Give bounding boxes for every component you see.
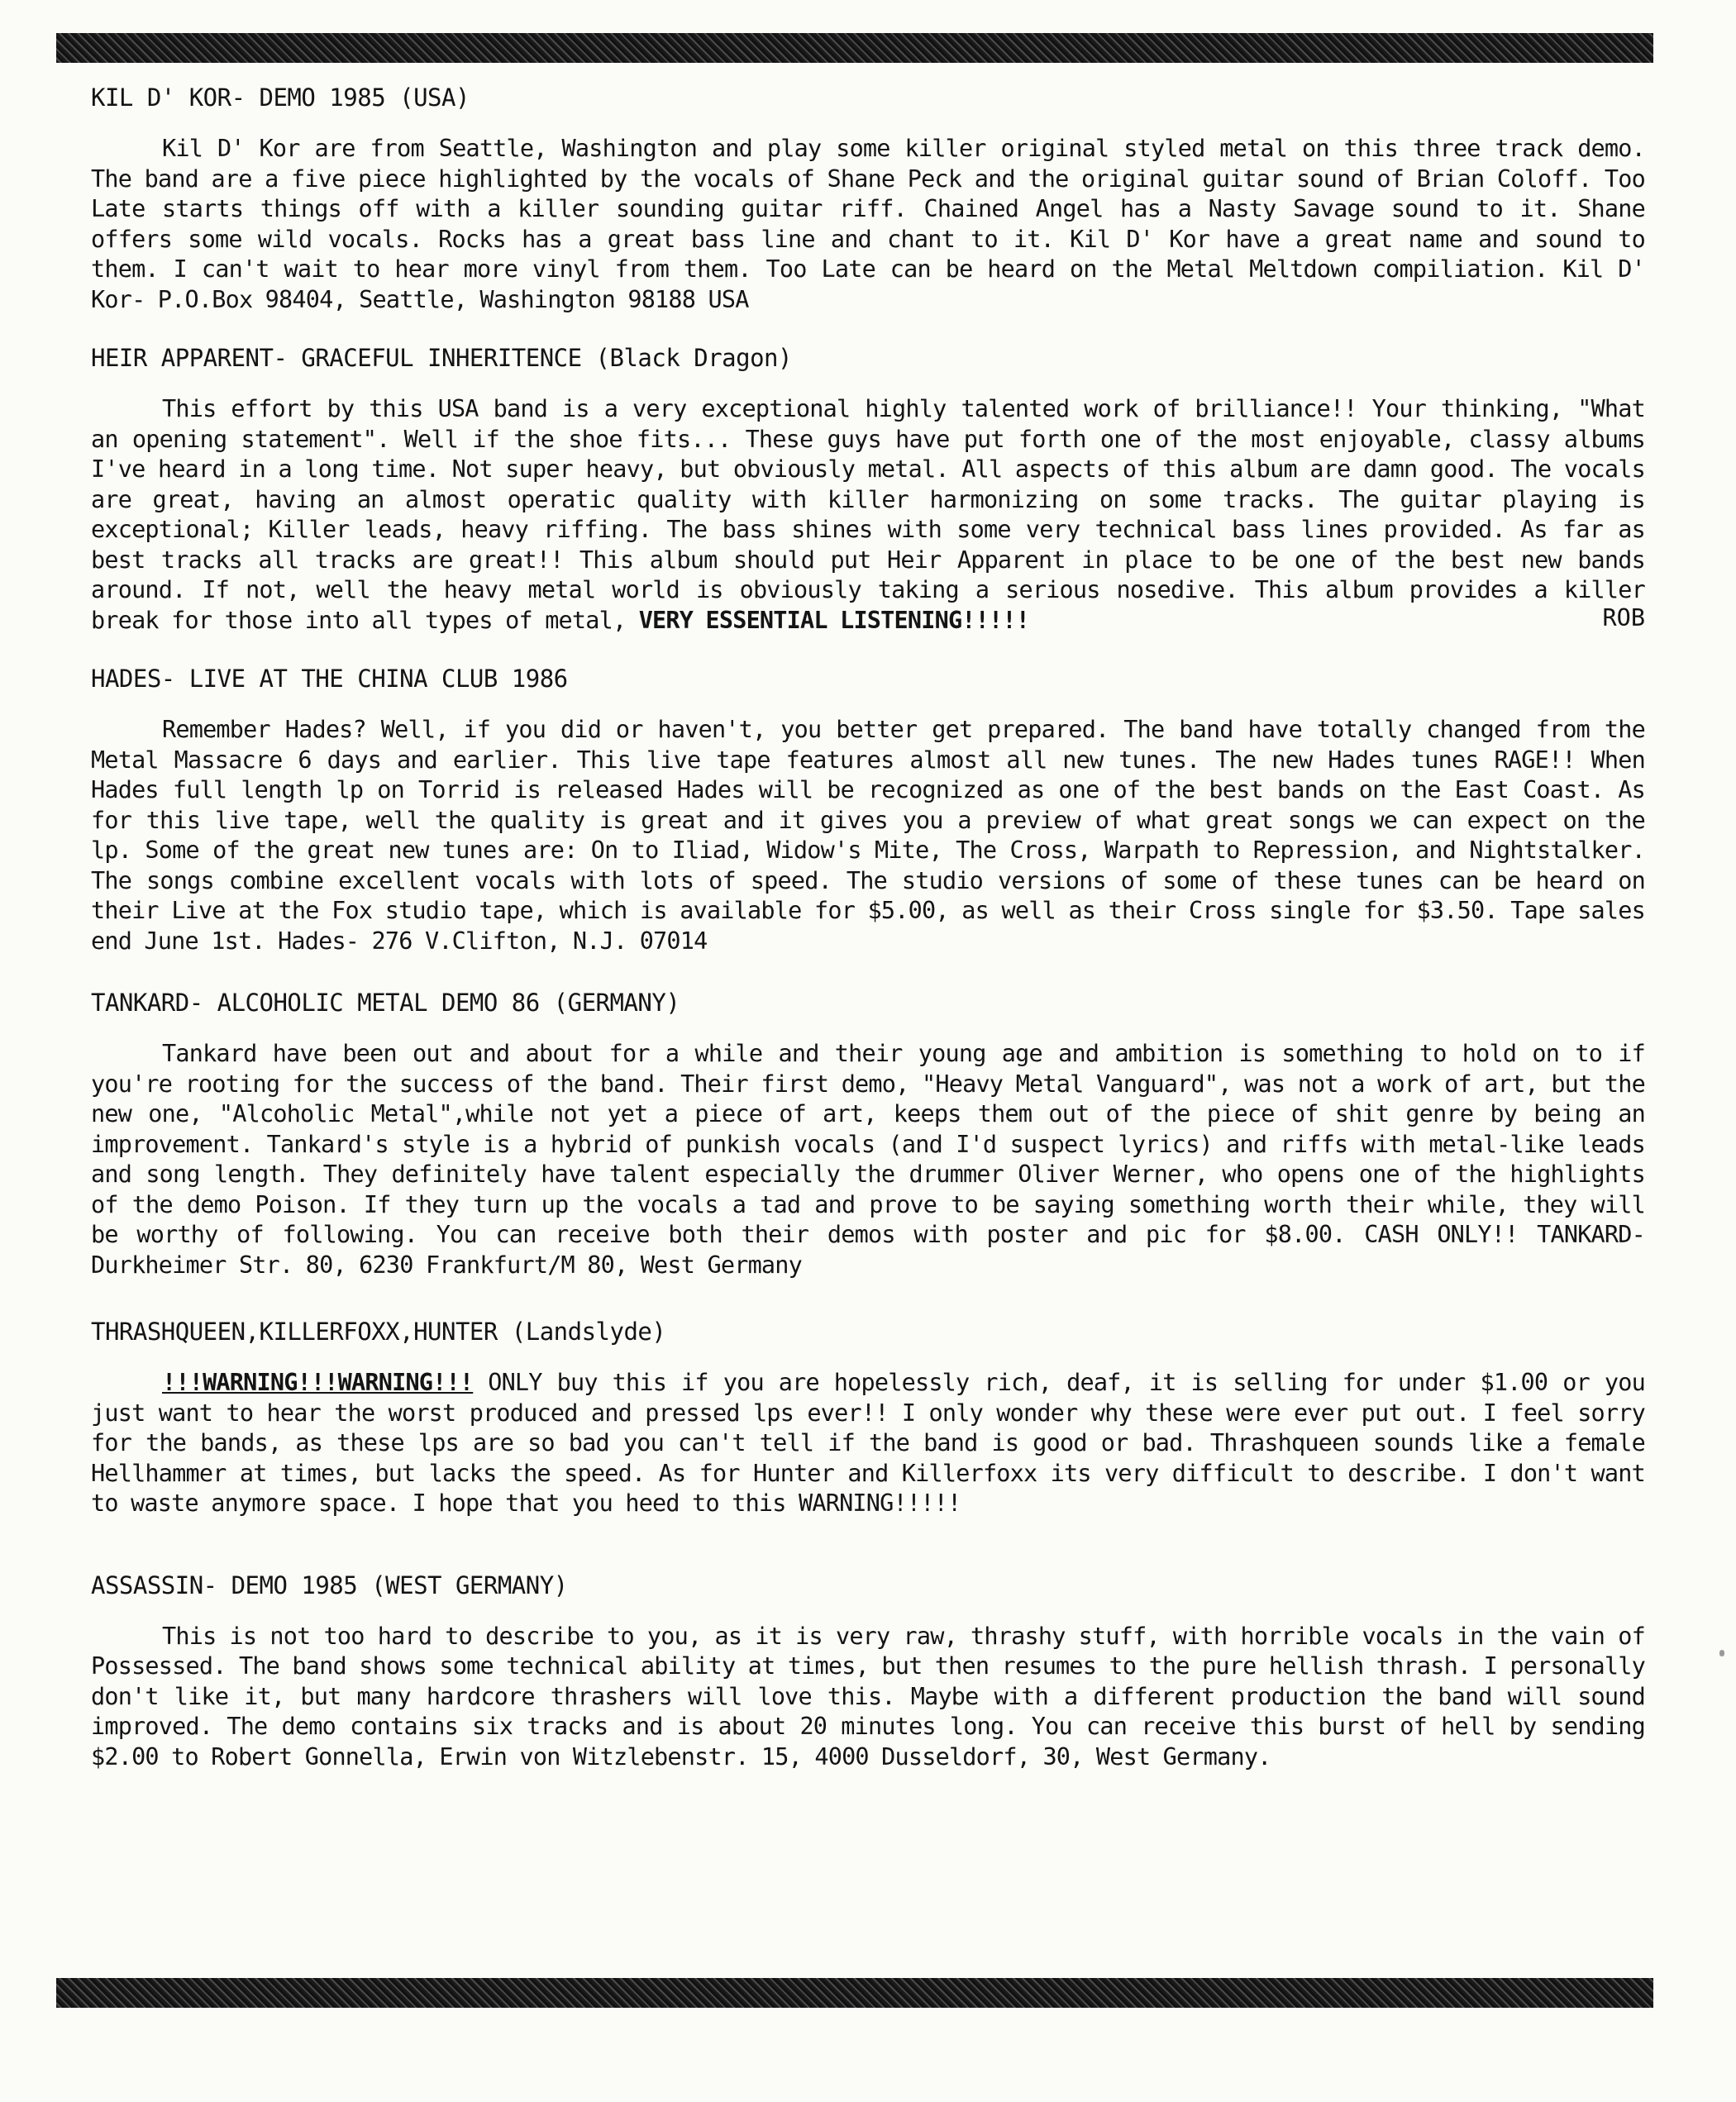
review-body: This is not too hard to describe to you, as it is very raw, thrashy stuff, with horrible vocals in the vain of Possessed. The band shows some technical ability at times, but then resumes to the pure hellish thrash. I personally don't like it, but many hardcore thrashers will love this. Maybe with a different production the band will sound improved. The demo contains six tracks and is about 20 minutes long. You can receive this burst of hell by sending $2.00 to Robert Gonnella, Erwin von Witzlebenstr. 15, 4000 Dusseldorf, 30, West Germany. bbox=[91, 1622, 1645, 1771]
review-emphasis: VERY ESSENTIAL LISTENING!!!!! bbox=[638, 606, 1030, 634]
review-body: ONLY buy this if you are hopelessly rich, deaf, it is selling for under $1.00 or you just want to hear the worst produced and pressed lps ever!! I only wonder why these were ever put out. I feel sorry for the bands, as these lps are so bad you can't tell if the band is good or bad. Thrashqueen sounds like a female Hellhammer at times, but lacks the speed. As for Hunter and Killerfoxx its very difficult to describe. I don't want to waste anymore space. I hope that you heed to this WARNING!!!!! bbox=[91, 1369, 1645, 1517]
scan-speck bbox=[1719, 1650, 1724, 1656]
review-body-container bbox=[91, 1368, 1645, 1519]
review-body: This effort by this USA band is a very exceptional highly talented work of brilliance!! Your thinking, "What an opening statement". Well if the shoe fits... These guys have put forth one of the most enjoyable, classy albums I've heard in a long time. Not super heavy, but obviously metal. All aspects of this album are damn good. The vocals are great, having an almost operatic quality with killer harmonizing on some tracks. The guitar playing is exceptional; Killer leads, heavy riffing. The bass shines with some very technical bass lines provided. As far as best tracks all tracks are great!! This album should put Heir Apparent in place to be one of the best new bands around. If not, well the heavy metal world is obviously taking a serious nosedive. This album provides a killer break for those into all types of metal, bbox=[91, 395, 1645, 634]
review-hades bbox=[91, 664, 1645, 956]
review-heading: ASSASSIN- DEMO 1985 (WEST GERMANY) bbox=[91, 1571, 568, 1599]
top-border-bar bbox=[56, 33, 1653, 63]
warning-label: !!!WARNING!!!WARNING!!! bbox=[162, 1369, 474, 1396]
review-tankard bbox=[91, 988, 1645, 1280]
review-signature: ROB bbox=[1602, 604, 1645, 632]
review-page bbox=[91, 83, 1645, 1772]
bottom-border-bar bbox=[56, 1978, 1653, 2008]
review-heading: TANKARD- ALCOHOLIC METAL DEMO 86 (GERMANY) bbox=[91, 989, 680, 1017]
review-body: Remember Hades? Well, if you did or haven't, you better get prepared. The band have totally changed from the Metal Massacre 6 days and earlier. This live tape features almost all new tunes. The new Hades tunes RAGE!! When Hades full length lp on Torrid is released Hades will be recognized as one of the best bands on the East Coast. As for this live tape, well the quality is great and it gives you a preview of what great songs we can expect on the lp. Some of the great new tunes are: On to Iliad, Widow's Mite, The Cross, Warpath to Repression, and Nightstalker. The songs combine excellent vocals with lots of speed. The studio versions of some of these tunes can be heard on their Live at the Fox studio tape, which is available for $5.00, as well as their Cross single for $3.50. Tape sales end June 1st. Hades- 276 V.Clifton, N.J. 07014 bbox=[91, 716, 1645, 955]
review-landslyde bbox=[91, 1317, 1645, 1519]
review-heading: THRASHQUEEN,KILLERFOXX,HUNTER (Landslyde) bbox=[91, 1318, 666, 1346]
review-heading: HEIR APPARENT- GRACEFUL INHERITENCE (Black Dragon) bbox=[91, 344, 792, 372]
review-heir-apparent bbox=[91, 343, 1645, 634]
review-kil-d-kor bbox=[91, 83, 1645, 315]
review-assassin bbox=[91, 1571, 1645, 1773]
review-body: Tankard have been out and about for a while and their young age and ambition is something to hold on to if you're rooting for the success of the band. Their first demo, "Heavy Metal Vanguard", was not a work of art, but the new one, "Alcoholic Metal",while not yet a piece of art, keeps them out of the piece of shit genre by being an improvement. Tankard's style is a hybrid of punkish vocals (and I'd suspect lyrics) and riffs with metal-like leads and song length. They definitely have talent especially the drummer Oliver Werner, who opens one of the highlights of the demo Poison. If they turn up the vocals a tad and prove to be saying something worth their while, they will be worthy of following. You can receive both their demos with poster and pic for $8.00. CASH ONLY!! TANKARD- Durkheimer Str. 80, 6230 Frankfurt/M 80, West Germany bbox=[91, 1040, 1645, 1279]
review-heading: KIL D' KOR- DEMO 1985 (USA) bbox=[91, 83, 470, 112]
review-body-container bbox=[91, 394, 1645, 636]
review-body: Kil D' Kor are from Seattle, Washington and play some killer original styled metal on this three track demo. The band are a five piece highlighted by the vocals of Shane Peck and the original guitar sound of Brian Coloff. Too Late starts things off with a killer sounding guitar riff. Chained Angel has a Nasty Savage sound to it. Shane offers some wild vocals. Rocks has a great bass line and chant to it. Kil D' Kor have a great name and sound to them. I can't wait to hear more vinyl from them. Too Late can be heard on the Metal Meltdown compiliation. Kil D' Kor- P.O.Box 98404, Seattle, Washington 98188 USA bbox=[91, 135, 1645, 313]
review-heading: HADES- LIVE AT THE CHINA CLUB 1986 bbox=[91, 665, 568, 693]
